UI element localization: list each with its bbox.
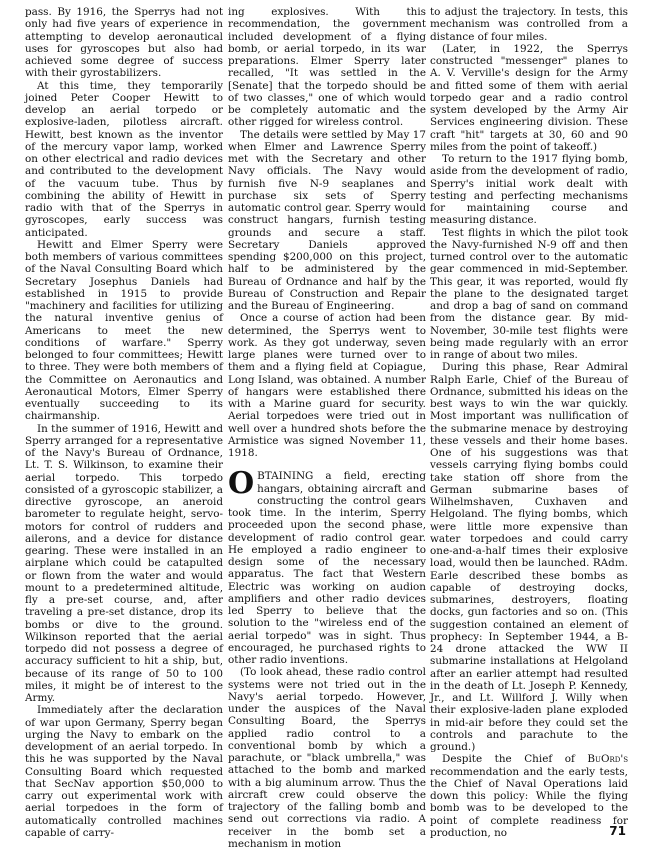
paragraph: At this time, they temporarily joined Peter Cooper Hewitt to develop an aerial torpedo or explosive-laden, pilotless aircraft. Hewitt, best known as the inventor of the mercury vapor lamp, worked on other electrical and radio devices and contributed to the development of the vacuum tube. Thus by combining the ability of Hewitt in radio with that of the Sperrys in gyroscopes, early success was anticipated.	[25, 79, 223, 239]
text-column-3	[430, 6, 628, 839]
paragraph: The details were settled by May 17 when Elmer and Lawrence Sperry met with the Secretary and other Navy officials. The Navy would furnish five N-9 seaplanes and purchase six sets of Sperry automatic control gear. Sperry would construct hangars, furnish testing grounds and secure a staff. Secretary Daniels approved spending $200,000 on this project, half to be administered by the Bureau of Ordnance and half by the Bureau of Construction and Repair and the Bureau of Engineering.	[228, 128, 426, 312]
section-opening-paragraph	[228, 466, 426, 666]
paragraph: Test flights in which the pilot took the Navy-furnished N-9 off and then turned control over to the automatic gear commenced in mid-September. This gear, it was reported, would fly the plane to the designated target and drop a bag of sand on command from the distance gear. By mid-November, 30-mile test flights were being made regularly with an error in range of about two miles.	[430, 226, 628, 361]
paragraph: (To look ahead, these radio control systems were not tried out in the Navy's aerial torpedo. However, under the auspices of the Naval Consulting Board, the Sperrys applied radio control to a conventional bomb by which a parachute, or "black umbrella," was attached to the bomb and marked with a big aluminum arrow. Thus the aircraft crew could observe the trajectory of the falling bomb and send out corrections via radio. A receiver in the bomb set a mechanism in motion	[228, 666, 426, 850]
text-column-1	[25, 6, 223, 839]
paragraph	[430, 753, 628, 839]
text-column-2	[228, 6, 426, 850]
paragraph: ing explosives. With this recommendation, the government included development of a flying bomb, or aerial torpedo, in its war preparations. Elmer Sperry later recalled, "It was settled in the [Senate] that the torpedo should be of two classes," one of which would be completely automatic and the other rigged for wireless control.	[228, 6, 426, 129]
paragraph: pass. By 1916, the Sperrys had not only had five years of experience in attempting to develop aeronautical uses for gyroscopes but also had achieved some degree of success with their gyrostabilizers.	[25, 6, 223, 80]
page-number: 71	[609, 824, 626, 838]
paragraph: Hewitt and Elmer Sperry were both members of various committees of the Naval Consulting Board which Secretary Josephus Daniels had established in 1915 to provide "machinery and facilities for utilizing the natural inventive genius of Americans to meet the new conditions of warfare." Sperry belonged to four committees; Hewitt to three. They were both members of the Committee on Aeronautics and Aeronautical Motors, Elmer Sperry eventually succeeding to its chairmanship.	[25, 238, 223, 423]
paragraph: Immediately after the declaration of war upon Germany, Sperry began urging the Navy to embark on the development of an aerial torpedo. In this he was supported by the Naval Consulting Board which requested that SecNav apportion $50,000 to carry out experimental work with aerial torpedoes in the form of automatically controlled machines capable of carry-	[25, 704, 223, 839]
paragraph: In the summer of 1916, Hewitt and Sperry arranged for a representative of the Navy's Bureau of Ordnance, Lt. T. S. Wilkinson, to examine their aerial torpedo. This torpedo consisted of a gyroscopic stabilizer, a directive gyroscope, an aneroid barometer to regulate height, servo-motors for control of rudders and ailerons, and a device for distance gearing. These were installed in an airplane which could be catapulted or flown from the water and would mount to a predetermined altitude, fly a pre-set course, and, after traveling a pre-set distance, drop its bombs or dive to the ground. Wilkinson reported that the aerial torpedo did not possess a degree of accuracy sufficient to hit a ship, but, because of its range of 50 to 100 miles, it might be of interest to the Army.	[25, 422, 223, 704]
paragraph: to adjust the trajectory. In tests, this mechanism was controlled from a distance of four miles.	[430, 6, 628, 43]
paragraph: Once a course of action had been determined, the Sperrys went to work. As they got underway, seven large planes were turned over to them and a flying field at Copiague, Long Island, was obtained. A number of hangars were established there with a Marine guard for security. Aerial torpedoes were tried out in well over a hundred shots before the Armistice was signed November 11, 1918.	[228, 312, 426, 459]
paragraph: (Later, in 1922, the Sperrys constructed "messenger" planes to A. V. Verville's design for the Army and fitted some of them with aerial torpedo gear and a radio control system developed by the Army Air Services engineering division. These craft "hit" targets at 30, 60 and 90 miles from the point of takeoff.)	[430, 42, 628, 153]
paragraph-text: recommendation and the early tests, the Chief of Naval Operations laid down this policy: While the flying bomb was to be developed to the point of complete readiness for production, no	[430, 765, 628, 839]
paragraph: To return to the 1917 flying bomb, aside from the development of radio, Sperry's initial work dealt with testing and perfecting mechanisms for maintaining course and measuring distance.	[430, 153, 628, 227]
paragraph-text: BTAINING a field, erecting hangars, obtaining aircraft and constructing the control gears took time. In the interim, Sperry proceeded upon the second phase, development of radio control gear. He employed a radio engineer to design some of the necessary apparatus. The fact that Western Electric was working on audion amplifiers and other radio devices led Sperry to believe that the solution to the "wireless end of the aerial torpedo" was in sight. Thus encouraged, he purchased rights to other radio inventions.	[228, 470, 426, 666]
bureau-abbreviation: BuOrd's	[587, 753, 628, 766]
paragraph: During this phase, Rear Admiral Ralph Earle, Chief of the Bureau of Ordnance, submitted his ideas on the best ways to win the war quickly. Most important was nullification of the submarine menace by destroying these vessels and their home bases. One of his suggestions was that vessels carrying flying bombs could take station off shore from the German submarine bases of Wilhelmshaven, Cuxhaven and Helgoland. The flying bombs, which were little more expensive than water torpedoes and could carry one-and-a-half times their explosive load, would then be launched. RAdm. Earle described these bombs as capable of destroying docks, submarines, destroyers, floating docks, gun factories and so on. (This suggestion contained an element of prophecy: In September 1944, a B-24 drone attacked the WW II submarine installations at Helgoland after an earlier attempt had resulted in the death of Lt. Joseph P. Kennedy, Jr., and Lt. Willford J. Willy when their explosive-laden plane exploded in mid-air before they could set the controls and parachute to the ground.)	[430, 361, 628, 753]
drop-cap: O	[228, 466, 255, 502]
paragraph-text: Despite the Chief of	[442, 753, 588, 766]
